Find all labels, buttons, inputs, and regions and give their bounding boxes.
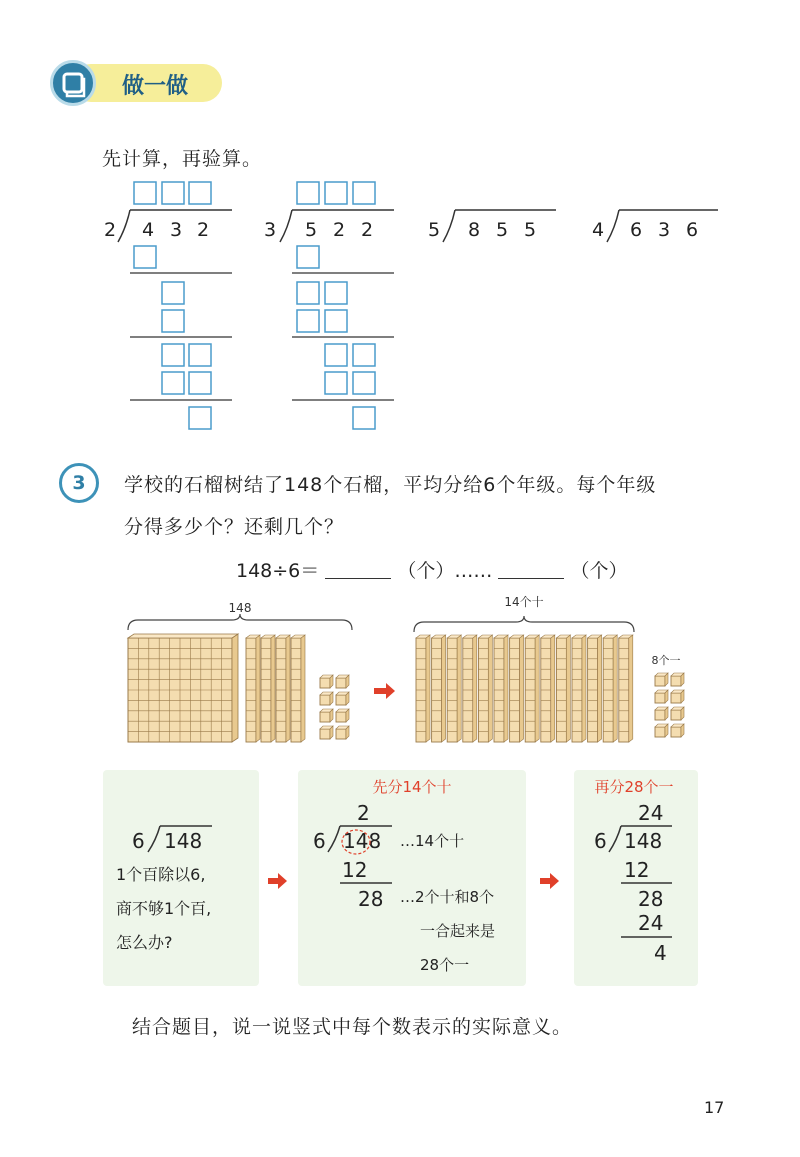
- p1-bracket: [148, 826, 160, 852]
- division-exercises: [0, 170, 800, 440]
- long-division-steps: [0, 770, 800, 990]
- answer-box[interactable]: [325, 372, 347, 394]
- p1-divisor: 6: [132, 829, 145, 853]
- one-cube: [336, 712, 346, 722]
- blocks-left-label: 148: [228, 601, 252, 615]
- answer-box[interactable]: [297, 310, 319, 332]
- section-title: 做一做: [122, 74, 189, 99]
- answer-box[interactable]: [297, 282, 319, 304]
- p2-quotient: 2: [357, 801, 370, 825]
- problem-text-line1: 学校的石榴树结了148个石榴，平均分给6个年级。每个年级: [124, 474, 657, 496]
- exercise-divisor: 4: [592, 219, 605, 241]
- p3-bracket: [609, 826, 621, 852]
- p3-step2: 28: [638, 887, 664, 911]
- exercise-dividend-digit: 6: [630, 219, 643, 241]
- problem-number: 3: [72, 472, 86, 494]
- answer-box[interactable]: [189, 182, 211, 204]
- equation-row: [236, 556, 628, 583]
- answer-box[interactable]: [162, 182, 184, 204]
- one-cube: [336, 695, 346, 705]
- p2-dividend: 148: [343, 829, 382, 853]
- equation-unit1: （个）……: [397, 560, 493, 582]
- brace: [128, 614, 352, 630]
- answer-box[interactable]: [162, 372, 184, 394]
- exercise-divisor: 5: [428, 219, 441, 241]
- exercise-divisor: 3: [264, 219, 277, 241]
- problem-text-line2: 分得多少个？还剩几个？: [124, 516, 345, 538]
- one-cube: [671, 710, 681, 720]
- answer-box[interactable]: [353, 344, 375, 366]
- p2-divisor: 6: [313, 829, 326, 853]
- exercise-dividend-digit: 6: [686, 219, 699, 241]
- answer-box[interactable]: [189, 344, 211, 366]
- answer-blank-remainder[interactable]: [498, 560, 564, 579]
- base-ten-blocks-illustration: [0, 592, 800, 752]
- one-cube: [336, 678, 346, 688]
- division-bracket: [118, 210, 130, 242]
- section-header: [50, 60, 222, 106]
- p3-remainder: 4: [654, 941, 667, 965]
- p2-note4: 28个一: [420, 956, 470, 974]
- p3-dividend: 148: [624, 829, 663, 853]
- exercise-dividend-digit: 5: [305, 219, 318, 241]
- one-cube: [655, 710, 665, 720]
- one-cube: [671, 676, 681, 686]
- answer-box[interactable]: [189, 407, 211, 429]
- division-bracket: [280, 210, 292, 242]
- p1-text2: 商不够1个百,: [116, 899, 212, 918]
- exercise-dividend-digit: 2: [197, 219, 210, 241]
- arrow-icon: [268, 873, 287, 889]
- equation-lhs: 148÷6＝: [236, 560, 320, 582]
- instruction-text: 先计算，再验算。: [102, 148, 263, 170]
- exercise-dividend-digit: 3: [658, 219, 671, 241]
- p1-text1: 1个百除以6,: [116, 865, 206, 884]
- exercise-dividend-digit: 5: [524, 219, 537, 241]
- division-bracket: [443, 210, 455, 242]
- answer-box[interactable]: [189, 372, 211, 394]
- one-cube: [671, 693, 681, 703]
- answer-box[interactable]: [353, 182, 375, 204]
- answer-box[interactable]: [353, 372, 375, 394]
- p2-note1: …14个十: [400, 832, 465, 850]
- one-cube: [336, 729, 346, 739]
- one-cube: [655, 693, 665, 703]
- p2-note3: 一合起来是: [420, 922, 496, 940]
- exercise-dividend-digit: 8: [468, 219, 481, 241]
- answer-box[interactable]: [325, 344, 347, 366]
- problem-number-badge: [59, 463, 99, 503]
- one-cube: [320, 729, 330, 739]
- exercise-dividend-digit: 4: [142, 219, 155, 241]
- p2-bracket: [328, 826, 340, 852]
- answer-blank-quotient[interactable]: [325, 560, 391, 579]
- answer-box[interactable]: [134, 246, 156, 268]
- answer-box[interactable]: [162, 344, 184, 366]
- exercise-dividend-digit: 2: [361, 219, 374, 241]
- p2-heading: 先分14个十: [372, 778, 452, 796]
- p2-note2: …2个十和8个: [400, 888, 495, 906]
- exercise-divisor: 2: [104, 219, 117, 241]
- answer-box[interactable]: [297, 246, 319, 268]
- p2-product: 12: [342, 858, 368, 882]
- arrow-icon: [374, 683, 395, 699]
- p3-heading: 再分28个一: [594, 778, 674, 796]
- answer-box[interactable]: [134, 182, 156, 204]
- exercise-dividend-digit: 3: [170, 219, 183, 241]
- answer-box[interactable]: [325, 182, 347, 204]
- p1-dividend: 148: [164, 829, 203, 853]
- answer-box[interactable]: [325, 310, 347, 332]
- p3-divisor: 6: [594, 829, 607, 853]
- p3-step1: 12: [624, 858, 650, 882]
- answer-box[interactable]: [297, 182, 319, 204]
- one-cube: [655, 727, 665, 737]
- p1-text3: 怎么办?: [116, 933, 173, 952]
- p2-remainder: 28: [358, 887, 384, 911]
- answer-box[interactable]: [353, 407, 375, 429]
- division-bracket: [607, 210, 619, 242]
- answer-box[interactable]: [162, 282, 184, 304]
- blocks-ones-label: 8个一: [651, 654, 681, 667]
- p3-quotient: 24: [638, 801, 664, 825]
- answer-box[interactable]: [325, 282, 347, 304]
- page-number: 17: [704, 1098, 725, 1117]
- p3-step3: 24: [638, 911, 664, 935]
- footer-question: 结合题目，说一说竖式中每个数表示的实际意义。: [132, 1016, 573, 1038]
- one-cube: [320, 712, 330, 722]
- one-cube: [655, 676, 665, 686]
- equation-unit2: （个）: [570, 560, 628, 582]
- brace: [414, 616, 634, 632]
- exercise-dividend-digit: 2: [333, 219, 346, 241]
- one-cube: [671, 727, 681, 737]
- exercise-dividend-digit: 5: [496, 219, 509, 241]
- blocks-right-label: 14个十: [504, 595, 544, 609]
- answer-box[interactable]: [162, 310, 184, 332]
- one-cube: [320, 678, 330, 688]
- one-cube: [320, 695, 330, 705]
- arrow-icon: [540, 873, 559, 889]
- do-it-icon: [50, 60, 96, 106]
